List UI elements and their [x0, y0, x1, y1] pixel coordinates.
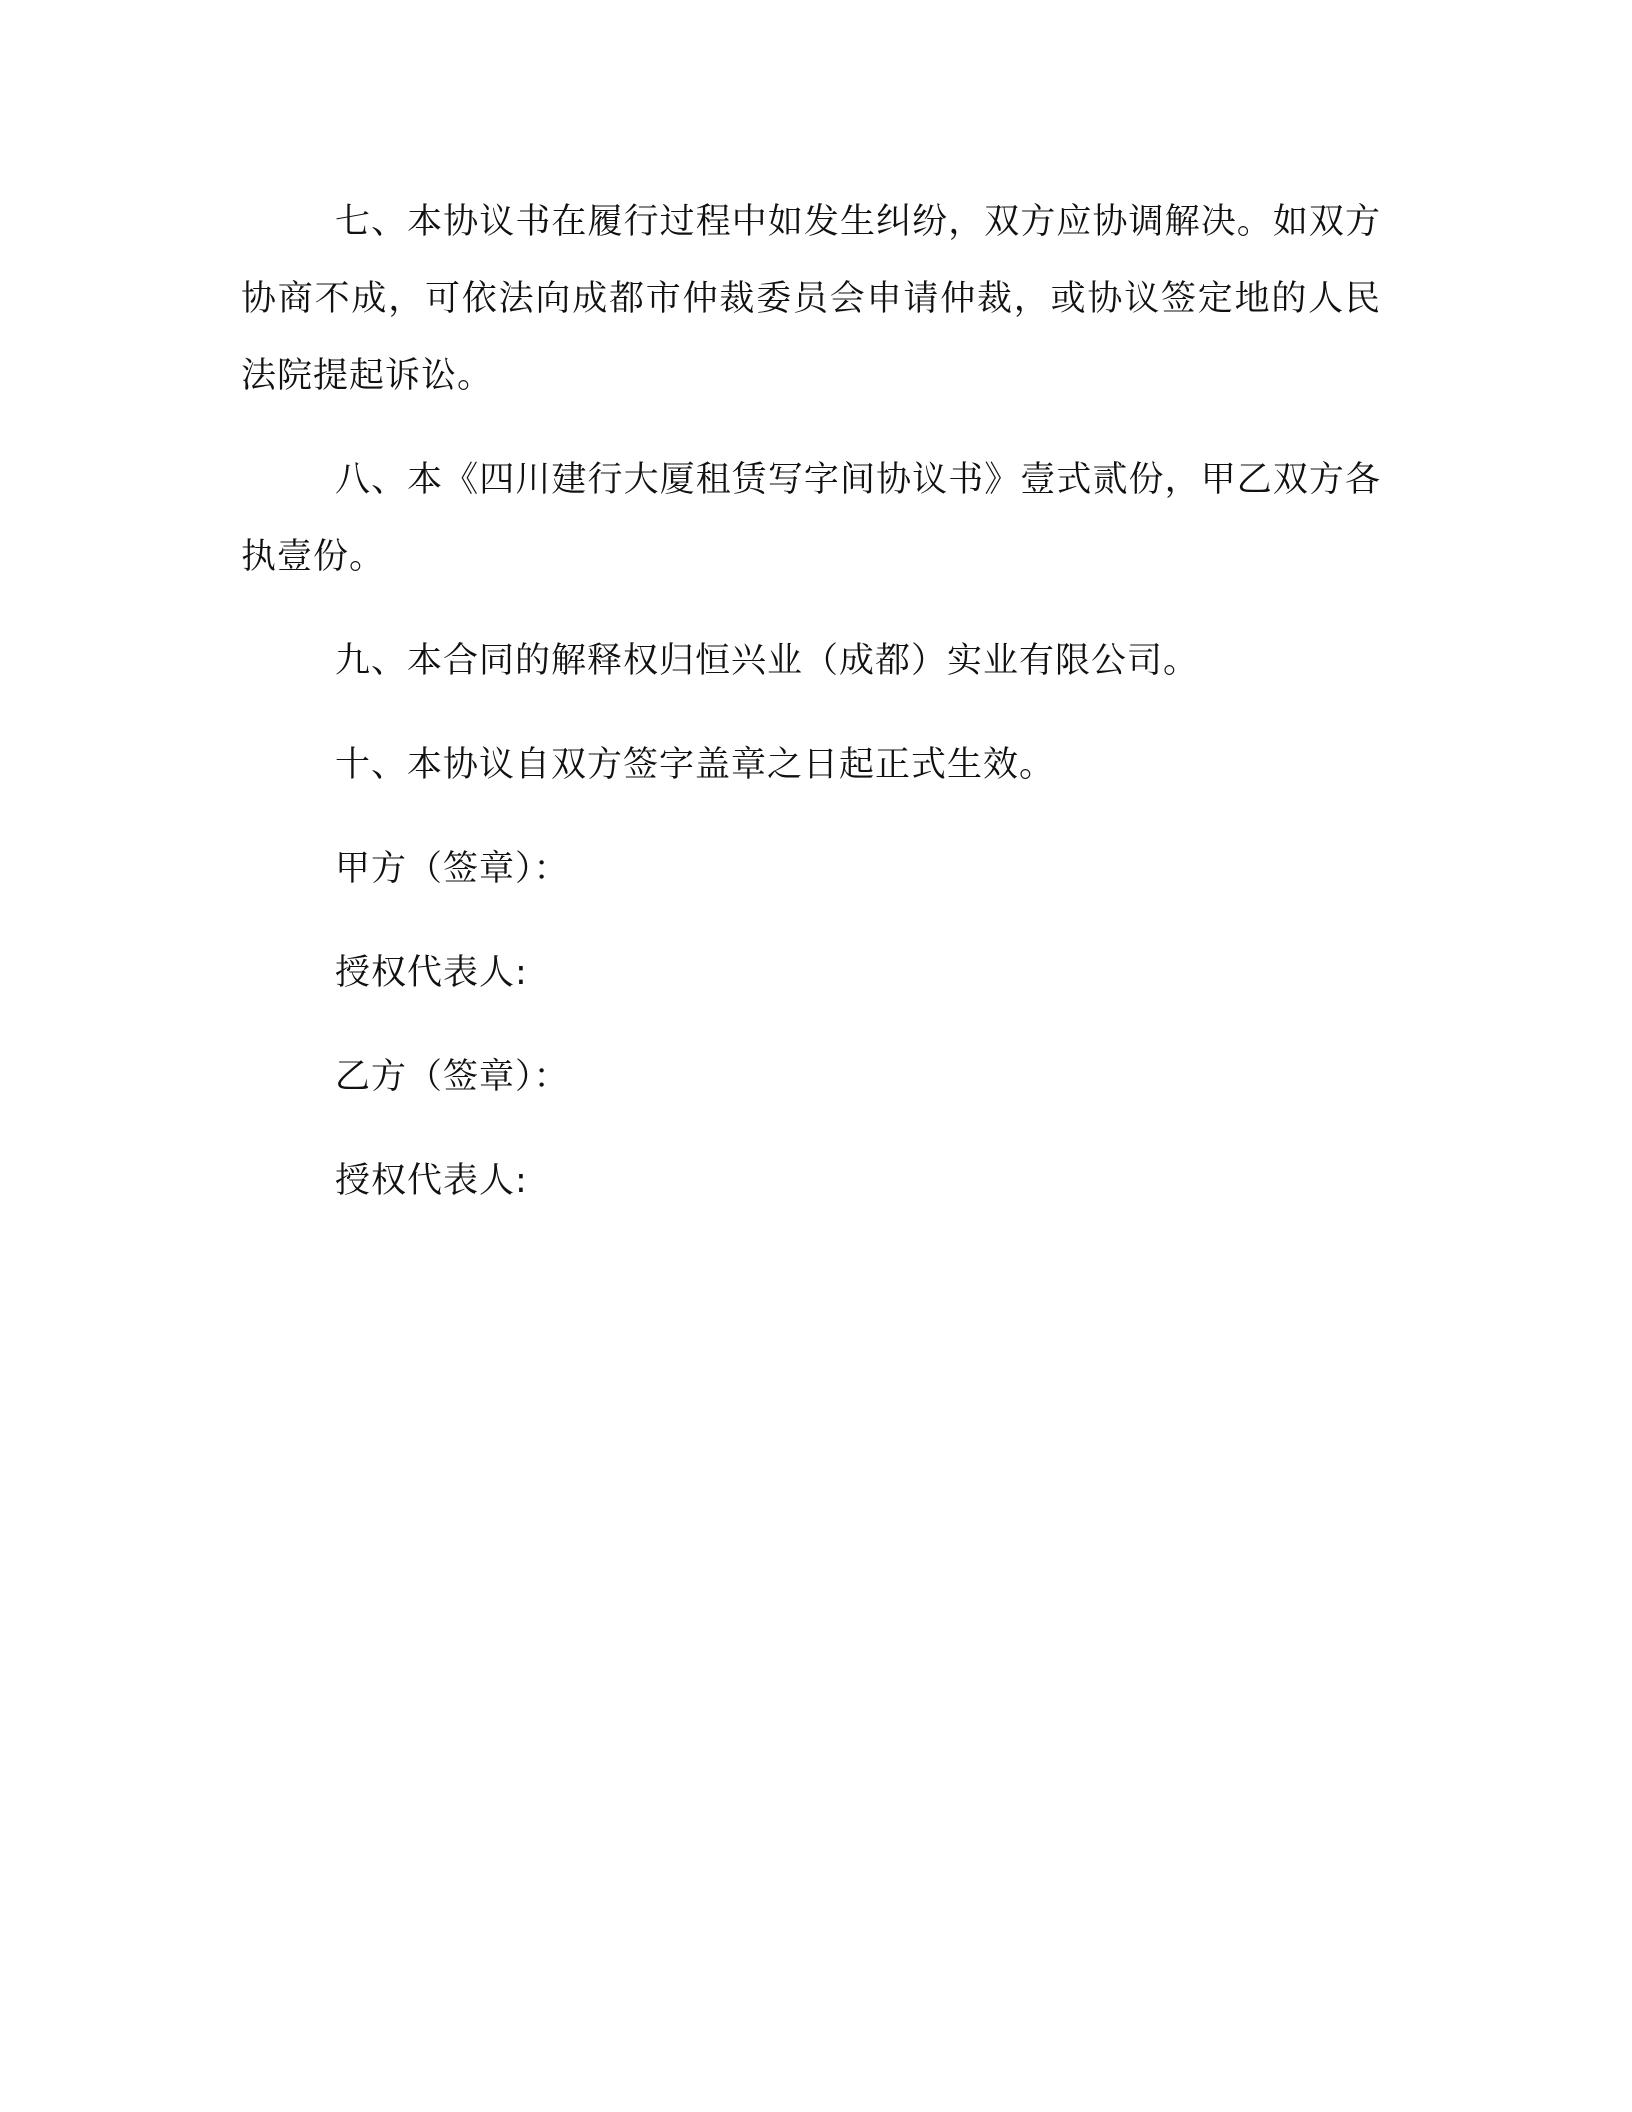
- party-b-representative-label: 授权代表人:: [335, 1161, 528, 1201]
- document-body: [241, 184, 1381, 1220]
- party-a-representative-label: 授权代表人:: [335, 953, 528, 993]
- clause-eight: 八、本《四川建行大厦租赁写字间协议书》壹式贰份，甲乙双方各执壹份。: [241, 460, 1381, 577]
- clause-nine: 九、本合同的解释权归恒兴业（成都）实业有限公司。: [335, 641, 1200, 681]
- clause-seven: 七、本协议书在履行过程中如发生纠纷，双方应协调解决。如双方协商不成，可依法向成都市仲裁委员会申请仲裁，或协议签定地的人民法院提起诉讼。: [241, 202, 1381, 396]
- party-b-signature-label: 乙方（签章）：: [335, 1057, 570, 1097]
- clause-ten: 十、本协议自双方签字盖章之日起正式生效。: [335, 745, 1056, 785]
- party-a-signature-label: 甲方（签章）：: [335, 849, 570, 889]
